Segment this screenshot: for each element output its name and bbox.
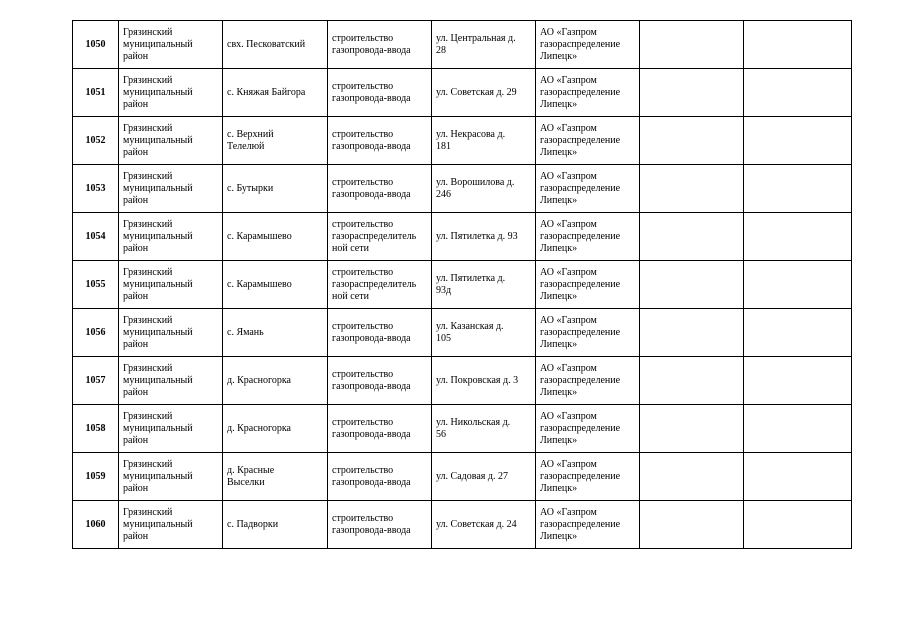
settlement-cell-line: с. Ямань [227, 326, 264, 338]
district-cell-line: Грязинский [123, 458, 173, 470]
address-cell-line: ул. Советская д. 24 [436, 518, 517, 530]
empty-cell [640, 165, 744, 213]
district-cell-line: Грязинский [123, 314, 173, 326]
organization-cell-line: Липецк» [540, 194, 578, 206]
empty-cell [640, 357, 744, 405]
district-cell [119, 405, 223, 453]
work-type-cell-line: газопровода-ввода [332, 524, 411, 536]
settlement-cell-line: с. Бутырки [227, 182, 274, 194]
organization-cell-line: АО «Газпром [540, 458, 597, 470]
settlement-cell [223, 261, 328, 309]
district-cell-line: муниципальный [123, 230, 193, 242]
address-cell [432, 69, 536, 117]
empty-cell [744, 309, 852, 357]
organization-cell-line: Липецк» [540, 50, 578, 62]
empty-cell [640, 213, 744, 261]
work-type-cell [328, 213, 432, 261]
district-cell-line: район [123, 290, 149, 302]
settlement-cell-line: с. Падворки [227, 518, 279, 530]
settlement-cell [223, 165, 328, 213]
settlement-cell-line: Выселки [227, 476, 265, 488]
settlement-cell-line: д. Красногорка [227, 422, 291, 434]
district-cell-line: Грязинский [123, 266, 173, 278]
address-cell-line: ул. Некрасова д. [436, 128, 506, 140]
document-table [72, 20, 852, 549]
work-type-cell-line: строительство [332, 320, 394, 332]
organization-cell [536, 309, 640, 357]
organization-cell [536, 165, 640, 213]
settlement-cell [223, 213, 328, 261]
organization-cell-line: Липецк» [540, 530, 578, 542]
table-row [73, 117, 852, 165]
work-type-cell-line: газопровода-ввода [332, 380, 411, 392]
organization-cell-line: Липецк» [540, 482, 578, 494]
work-type-cell [328, 261, 432, 309]
address-cell [432, 453, 536, 501]
organization-cell-line: АО «Газпром [540, 506, 597, 518]
address-cell-line: ул. Покровская д. 3 [436, 374, 519, 386]
address-cell [432, 213, 536, 261]
empty-cell [640, 117, 744, 165]
row-number-cell: 1052 [73, 117, 119, 165]
row-number-cell: 1054 [73, 213, 119, 261]
row-number-cell: 1055 [73, 261, 119, 309]
work-type-cell-line: газопровода-ввода [332, 428, 411, 440]
organization-cell-line: Липецк» [540, 242, 578, 254]
address-cell-line: 246 [436, 188, 451, 200]
district-cell-line: район [123, 338, 149, 350]
empty-cell [744, 117, 852, 165]
district-cell-line: район [123, 194, 149, 206]
empty-cell [744, 165, 852, 213]
work-type-cell [328, 357, 432, 405]
district-cell [119, 261, 223, 309]
work-type-cell-line: строительство [332, 464, 394, 476]
district-cell-line: район [123, 242, 149, 254]
work-type-cell-line: ной сети [332, 290, 369, 302]
address-cell-line: 93д [436, 284, 452, 296]
table-row [73, 405, 852, 453]
district-cell [119, 165, 223, 213]
organization-cell [536, 405, 640, 453]
row-number-cell: 1057 [73, 357, 119, 405]
row-number-cell: 1058 [73, 405, 119, 453]
empty-cell [640, 21, 744, 69]
empty-cell [640, 405, 744, 453]
organization-cell-line: газораспределение [540, 422, 621, 434]
settlement-cell [223, 69, 328, 117]
organization-cell-line: АО «Газпром [540, 266, 597, 278]
work-type-cell-line: газопровода-ввода [332, 140, 411, 152]
address-cell-line: ул. Центральная д. [436, 32, 516, 44]
work-type-cell-line: строительство [332, 128, 394, 140]
empty-cell [640, 69, 744, 117]
address-cell [432, 501, 536, 549]
empty-cell [640, 309, 744, 357]
work-type-cell-line: строительство [332, 80, 394, 92]
address-cell-line: ул. Казанская д. [436, 320, 504, 332]
district-cell-line: муниципальный [123, 470, 193, 482]
district-cell-line: Грязинский [123, 170, 173, 182]
settlement-cell [223, 453, 328, 501]
organization-cell-line: Липецк» [540, 386, 578, 398]
work-type-cell [328, 501, 432, 549]
address-cell-line: 28 [436, 44, 446, 56]
table-row [73, 261, 852, 309]
address-cell [432, 21, 536, 69]
work-type-cell [328, 21, 432, 69]
address-cell-line: ул. Советская д. 29 [436, 86, 517, 98]
organization-cell-line: газораспределение [540, 86, 621, 98]
work-type-cell-line: газопровода-ввода [332, 476, 411, 488]
address-cell [432, 309, 536, 357]
settlement-cell [223, 405, 328, 453]
district-cell [119, 213, 223, 261]
organization-cell-line: АО «Газпром [540, 314, 597, 326]
work-type-cell-line: газопровода-ввода [332, 332, 411, 344]
work-type-cell-line: строительство [332, 266, 394, 278]
organization-cell-line: газораспределение [540, 278, 621, 290]
organization-cell-line: Липецк» [540, 338, 578, 350]
address-cell-line: ул. Никольская д. [436, 416, 511, 428]
organization-cell-line: газораспределение [540, 38, 621, 50]
organization-cell-line: Липецк» [540, 290, 578, 302]
organization-cell-line: АО «Газпром [540, 362, 597, 374]
district-cell [119, 357, 223, 405]
district-cell-line: район [123, 50, 149, 62]
work-type-cell-line: газопровода-ввода [332, 44, 411, 56]
organization-cell-line: АО «Газпром [540, 218, 597, 230]
organization-cell-line: Липецк» [540, 434, 578, 446]
address-cell [432, 357, 536, 405]
organization-cell-line: газораспределение [540, 518, 621, 530]
organization-cell [536, 69, 640, 117]
table-row [73, 501, 852, 549]
district-cell [119, 453, 223, 501]
organization-cell-line: газораспределение [540, 134, 621, 146]
organization-cell-line: АО «Газпром [540, 74, 597, 86]
table-row [73, 21, 852, 69]
work-type-cell-line: газопровода-ввода [332, 92, 411, 104]
district-cell-line: район [123, 434, 149, 446]
empty-cell [640, 501, 744, 549]
work-type-cell [328, 165, 432, 213]
district-cell-line: Грязинский [123, 410, 173, 422]
table-row [73, 69, 852, 117]
district-cell-line: муниципальный [123, 374, 193, 386]
district-cell-line: район [123, 98, 149, 110]
organization-cell-line: Липецк» [540, 98, 578, 110]
organization-cell [536, 261, 640, 309]
table-row [73, 453, 852, 501]
table-row [73, 357, 852, 405]
row-number-cell: 1060 [73, 501, 119, 549]
district-cell-line: район [123, 146, 149, 158]
work-type-cell-line: газораспределитель [332, 278, 417, 290]
work-type-cell-line: строительство [332, 32, 394, 44]
work-type-cell-line: строительство [332, 416, 394, 428]
district-cell-line: муниципальный [123, 38, 193, 50]
address-cell-line: ул. Садовая д. 27 [436, 470, 508, 482]
empty-cell [744, 261, 852, 309]
organization-cell [536, 453, 640, 501]
work-type-cell [328, 309, 432, 357]
district-cell-line: район [123, 386, 149, 398]
empty-cell [640, 261, 744, 309]
organization-cell-line: газораспределение [540, 326, 621, 338]
work-type-cell-line: ной сети [332, 242, 369, 254]
work-type-cell-line: строительство [332, 368, 394, 380]
district-cell [119, 501, 223, 549]
work-type-cell-line: газопровода-ввода [332, 188, 411, 200]
row-number-cell: 1059 [73, 453, 119, 501]
empty-cell [744, 357, 852, 405]
district-cell-line: муниципальный [123, 518, 193, 530]
organization-cell-line: АО «Газпром [540, 170, 597, 182]
organization-cell-line: АО «Газпром [540, 410, 597, 422]
organization-cell-line: АО «Газпром [540, 26, 597, 38]
row-number-cell: 1051 [73, 69, 119, 117]
district-cell-line: муниципальный [123, 278, 193, 290]
table-row [73, 213, 852, 261]
address-cell-line: 181 [436, 140, 451, 152]
table-row [73, 309, 852, 357]
district-cell [119, 69, 223, 117]
district-cell-line: Грязинский [123, 218, 173, 230]
organization-cell-line: газораспределение [540, 374, 621, 386]
settlement-cell-line: д. Красные [227, 464, 275, 476]
district-cell-line: район [123, 530, 149, 542]
address-cell-line: 56 [436, 428, 446, 440]
empty-cell [744, 21, 852, 69]
settlement-cell-line: д. Красногорка [227, 374, 291, 386]
settlement-cell-line: с. Верхний [227, 128, 274, 140]
organization-cell [536, 21, 640, 69]
work-type-cell-line: строительство [332, 512, 394, 524]
organization-cell-line: Липецк» [540, 146, 578, 158]
district-cell-line: Грязинский [123, 26, 173, 38]
district-cell [119, 117, 223, 165]
district-cell-line: Грязинский [123, 362, 173, 374]
row-number-cell: 1053 [73, 165, 119, 213]
empty-cell [640, 453, 744, 501]
address-cell [432, 117, 536, 165]
district-cell-line: муниципальный [123, 326, 193, 338]
organization-cell [536, 117, 640, 165]
table-row [73, 165, 852, 213]
district-cell-line: Грязинский [123, 506, 173, 518]
empty-cell [744, 69, 852, 117]
empty-cell [744, 405, 852, 453]
organization-cell [536, 357, 640, 405]
address-cell [432, 405, 536, 453]
organization-cell-line: газораспределение [540, 470, 621, 482]
district-cell-line: муниципальный [123, 422, 193, 434]
settlement-cell-line: Телелюй [227, 140, 265, 152]
address-cell-line: ул. Ворошилова д. [436, 176, 515, 188]
settlement-cell [223, 357, 328, 405]
district-cell-line: район [123, 482, 149, 494]
settlement-cell [223, 21, 328, 69]
settlement-cell-line: с. Княжая Байгора [227, 86, 306, 98]
work-type-cell [328, 69, 432, 117]
district-cell-line: муниципальный [123, 182, 193, 194]
organization-cell [536, 501, 640, 549]
district-cell-line: муниципальный [123, 134, 193, 146]
address-cell-line: ул. Пятилетка д. 93 [436, 230, 518, 242]
settlement-cell [223, 309, 328, 357]
work-type-cell-line: газораспределитель [332, 230, 417, 242]
table-body [73, 21, 852, 549]
organization-cell-line: АО «Газпром [540, 122, 597, 134]
district-cell [119, 21, 223, 69]
row-number-cell: 1056 [73, 309, 119, 357]
work-type-cell-line: строительство [332, 176, 394, 188]
district-cell [119, 309, 223, 357]
district-cell-line: Грязинский [123, 74, 173, 86]
settlement-cell-line: с. Карамышево [227, 278, 292, 290]
address-cell [432, 165, 536, 213]
row-number-cell: 1050 [73, 21, 119, 69]
settlement-cell-line: свх. Песковатский [227, 38, 306, 50]
organization-cell-line: газораспределение [540, 182, 621, 194]
settlement-cell [223, 501, 328, 549]
work-type-cell-line: строительство [332, 218, 394, 230]
empty-cell [744, 501, 852, 549]
district-cell-line: Грязинский [123, 122, 173, 134]
address-cell-line: 105 [436, 332, 451, 344]
work-type-cell [328, 453, 432, 501]
work-type-cell [328, 117, 432, 165]
empty-cell [744, 453, 852, 501]
address-cell [432, 261, 536, 309]
empty-cell [744, 213, 852, 261]
settlement-cell [223, 117, 328, 165]
address-cell-line: ул. Пятилетка д. [436, 272, 506, 284]
settlement-cell-line: с. Карамышево [227, 230, 292, 242]
organization-cell-line: газораспределение [540, 230, 621, 242]
district-cell-line: муниципальный [123, 86, 193, 98]
organization-cell [536, 213, 640, 261]
work-type-cell [328, 405, 432, 453]
